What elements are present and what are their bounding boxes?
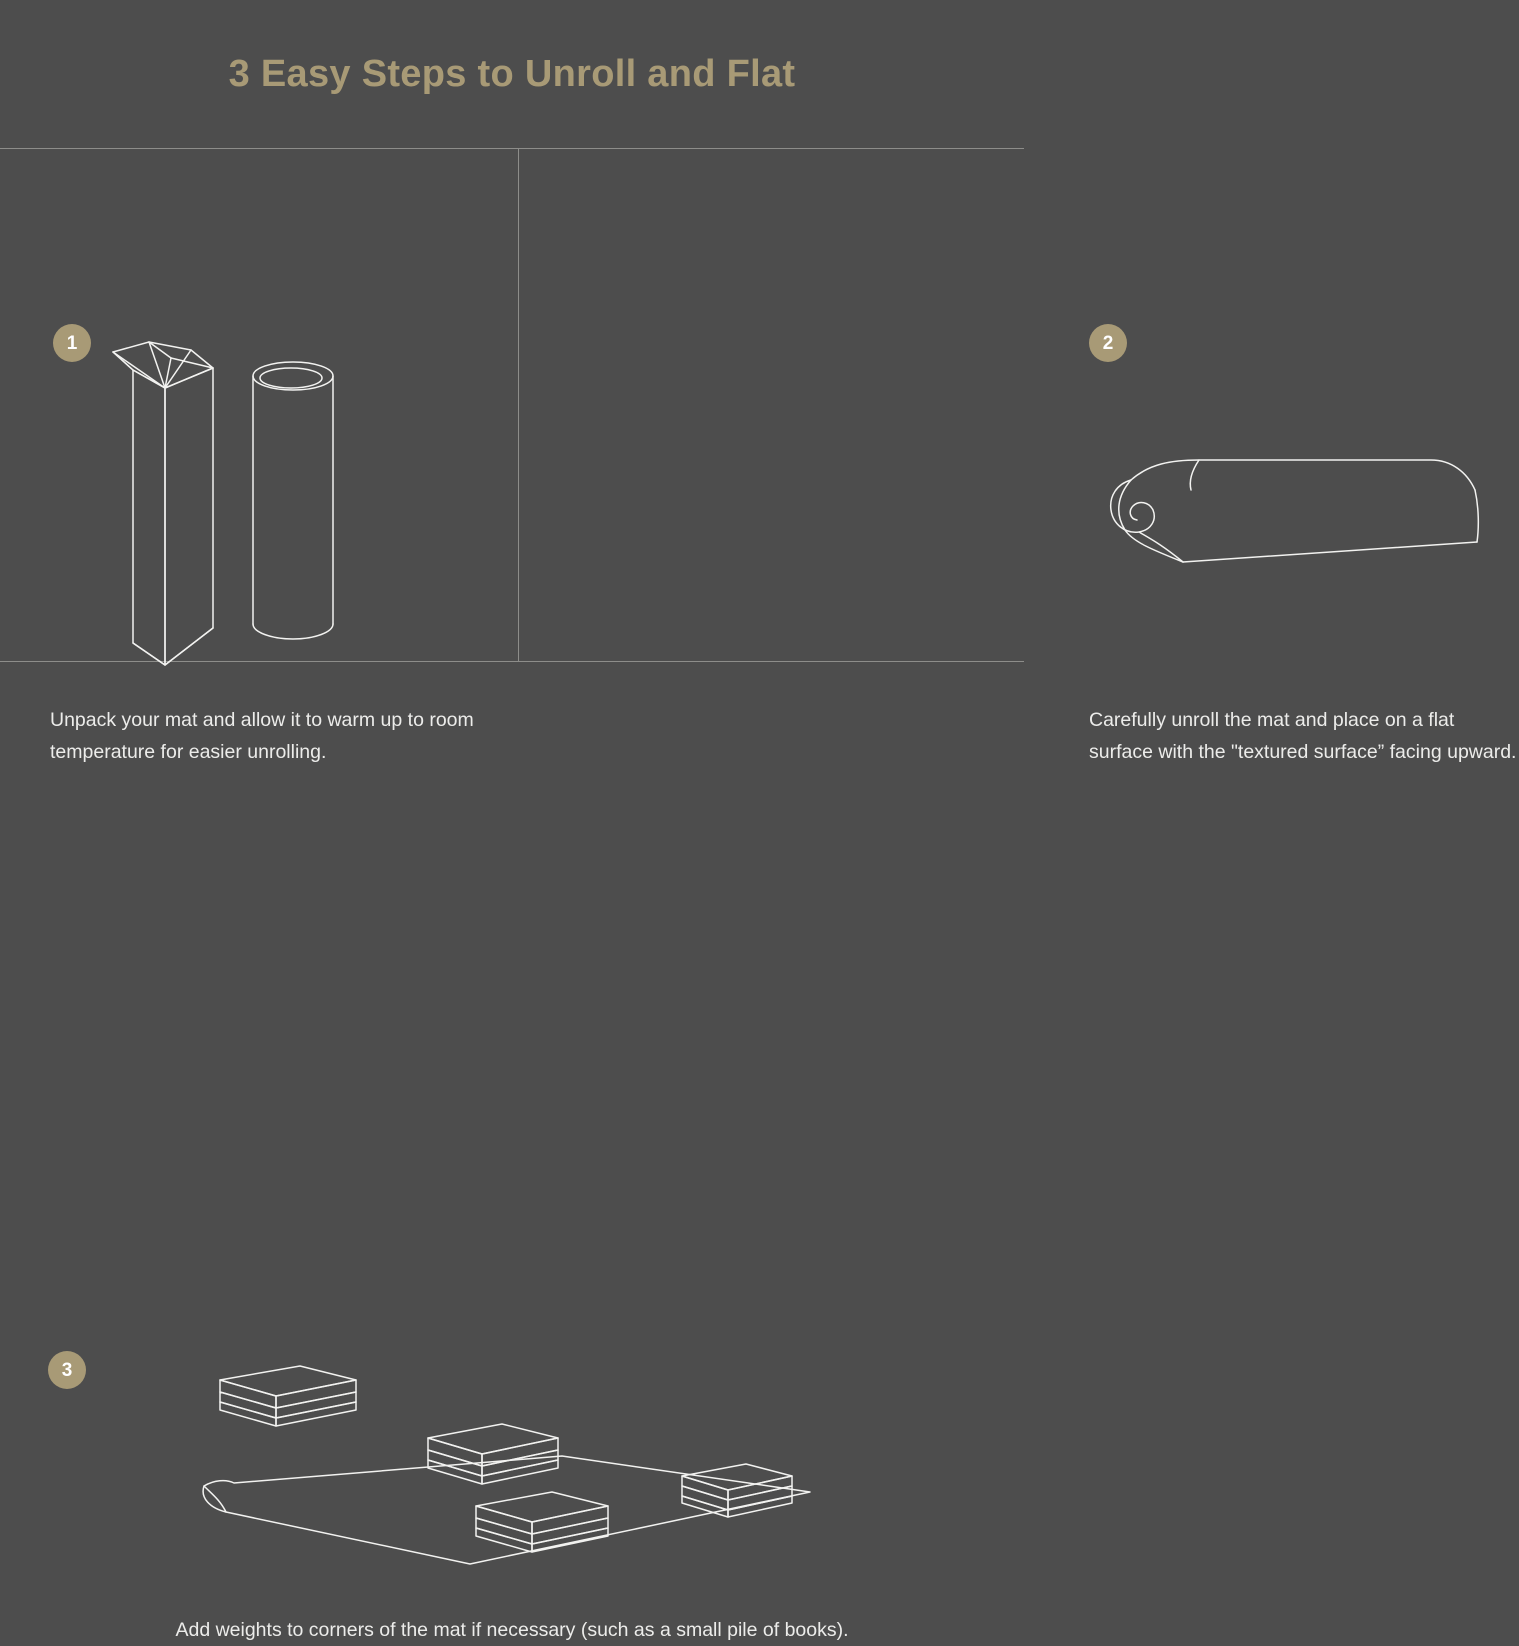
step-badge-2: 2 [1089,324,1127,362]
step-caption-3: Add weights to corners of the mat if necessary (such as a small pile of books). [175,1619,849,1641]
step-caption-2: Carefully unroll the mat and place on a flat surface with the "textured surface” facing upward. [1089,709,1517,763]
step-caption-1: Unpack your mat and allow it to warm up to room temperature for easier unrolling. [50,709,474,763]
illustration-box-and-rolled-mat [95,328,375,688]
step-panel-3 [0,662,1024,1641]
step-badge-3: 3 [48,1351,86,1389]
illustration-flat-mat-with-weights [170,1352,850,1592]
step-badge-1: 1 [53,324,91,362]
title-bar [0,0,1024,148]
illustration-unrolling-mat [1079,438,1499,578]
step-panel-1 [0,148,518,763]
page-title: 3 Easy Steps to Unroll and Flat [228,52,796,95]
step-panel-2 [519,148,1517,763]
